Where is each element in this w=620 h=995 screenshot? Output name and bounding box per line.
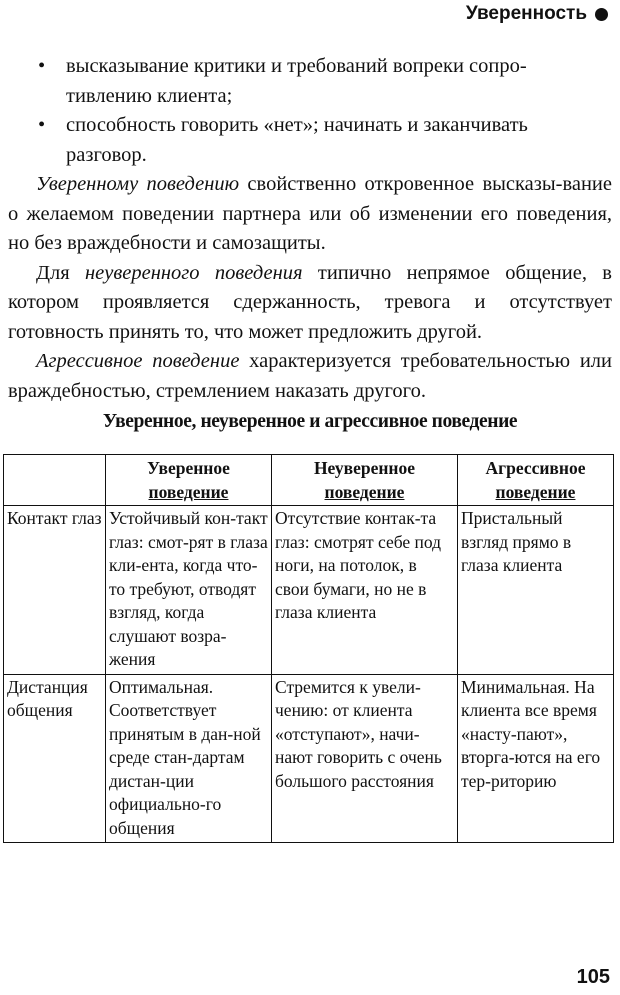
running-head-title: Уверенность (465, 3, 587, 24)
header-empty (4, 455, 106, 506)
paragraph-text: типично непрямое общение, в котором проявляется сдержанность, тревога и отсутствует готовность принять то, что может предложить другой. (8, 261, 612, 343)
paragraph-text: свойственно откровенное высказы-вание о желаемом поведении партнера или об изменении его поведения, но без враждебности и самозащиты. (8, 173, 612, 254)
cell-confident: Оптимальная. Соответствует принятым в дан-ной среде стан-дартам дистан-ции официально-го общения (106, 674, 272, 843)
paragraph-lead: неуверенного поведения (84, 261, 303, 284)
paragraph (8, 347, 612, 406)
row-label: Контакт глаз (4, 506, 106, 675)
running-head (466, 3, 608, 25)
paragraph (8, 259, 612, 348)
bullet-icon: • (38, 55, 46, 77)
paragraph-pre: Для (36, 261, 85, 284)
cell-confident: Устойчивый кон-такт глаз: смот-рят в глаза кли-ента, когда что-то требуют, отводят взгляд, когда слушают возра-жения (106, 506, 272, 675)
comparison-table (3, 454, 614, 843)
bullet-dot-icon (595, 8, 608, 21)
paragraph-lead: Уверенному поведению (36, 173, 240, 195)
header-confident (106, 455, 272, 506)
header-line: поведение (495, 481, 576, 502)
bullet-item (8, 111, 612, 170)
header-line: Агрессивное (485, 458, 586, 478)
table-row (4, 674, 614, 843)
bullet-text: высказывание критики и требований вопреки сопро-тивлению клиента; (66, 55, 527, 107)
header-line: поведение (324, 481, 405, 502)
cell-aggressive: Минимальная. На клиента все время «насту-пают», вторга-ются на его тер-риторию (458, 674, 614, 843)
body-text (8, 52, 612, 406)
table-row (4, 506, 614, 675)
header-aggressive (458, 455, 614, 506)
bullet-item (8, 52, 612, 111)
row-label: Дистанция общения (4, 674, 106, 843)
paragraph (8, 170, 612, 259)
page-number: 105 (576, 966, 610, 988)
cell-aggressive: Пристальный взгляд прямо в глаза клиента (458, 506, 614, 675)
cell-insecure: Стремится к увели-чению: от клиента «отступают», начи-нают говорить с очень большого расстояния (272, 674, 458, 843)
bullet-text: способность говорить «нет»; начинать и заканчивать разговор. (66, 114, 528, 166)
paragraph-lead: Агрессивное поведение (36, 350, 240, 372)
cell-insecure: Отсутствие контак-та глаз: смотрят себе под ноги, на потолок, в свои бумаги, но не в глаза клиента (272, 506, 458, 675)
table-title: Уверенное, неуверенное и агрессивное поведение (102, 411, 518, 432)
header-line: Неуверенное (313, 458, 416, 478)
table-header-row (4, 455, 614, 506)
header-line: поведение (148, 481, 229, 502)
header-line: Уверенное (147, 458, 230, 478)
bullet-icon: • (38, 114, 46, 136)
paragraph-text: характеризуется требовательностью или враждебностью, стремлением наказать другого. (8, 350, 612, 402)
header-insecure (272, 455, 458, 506)
